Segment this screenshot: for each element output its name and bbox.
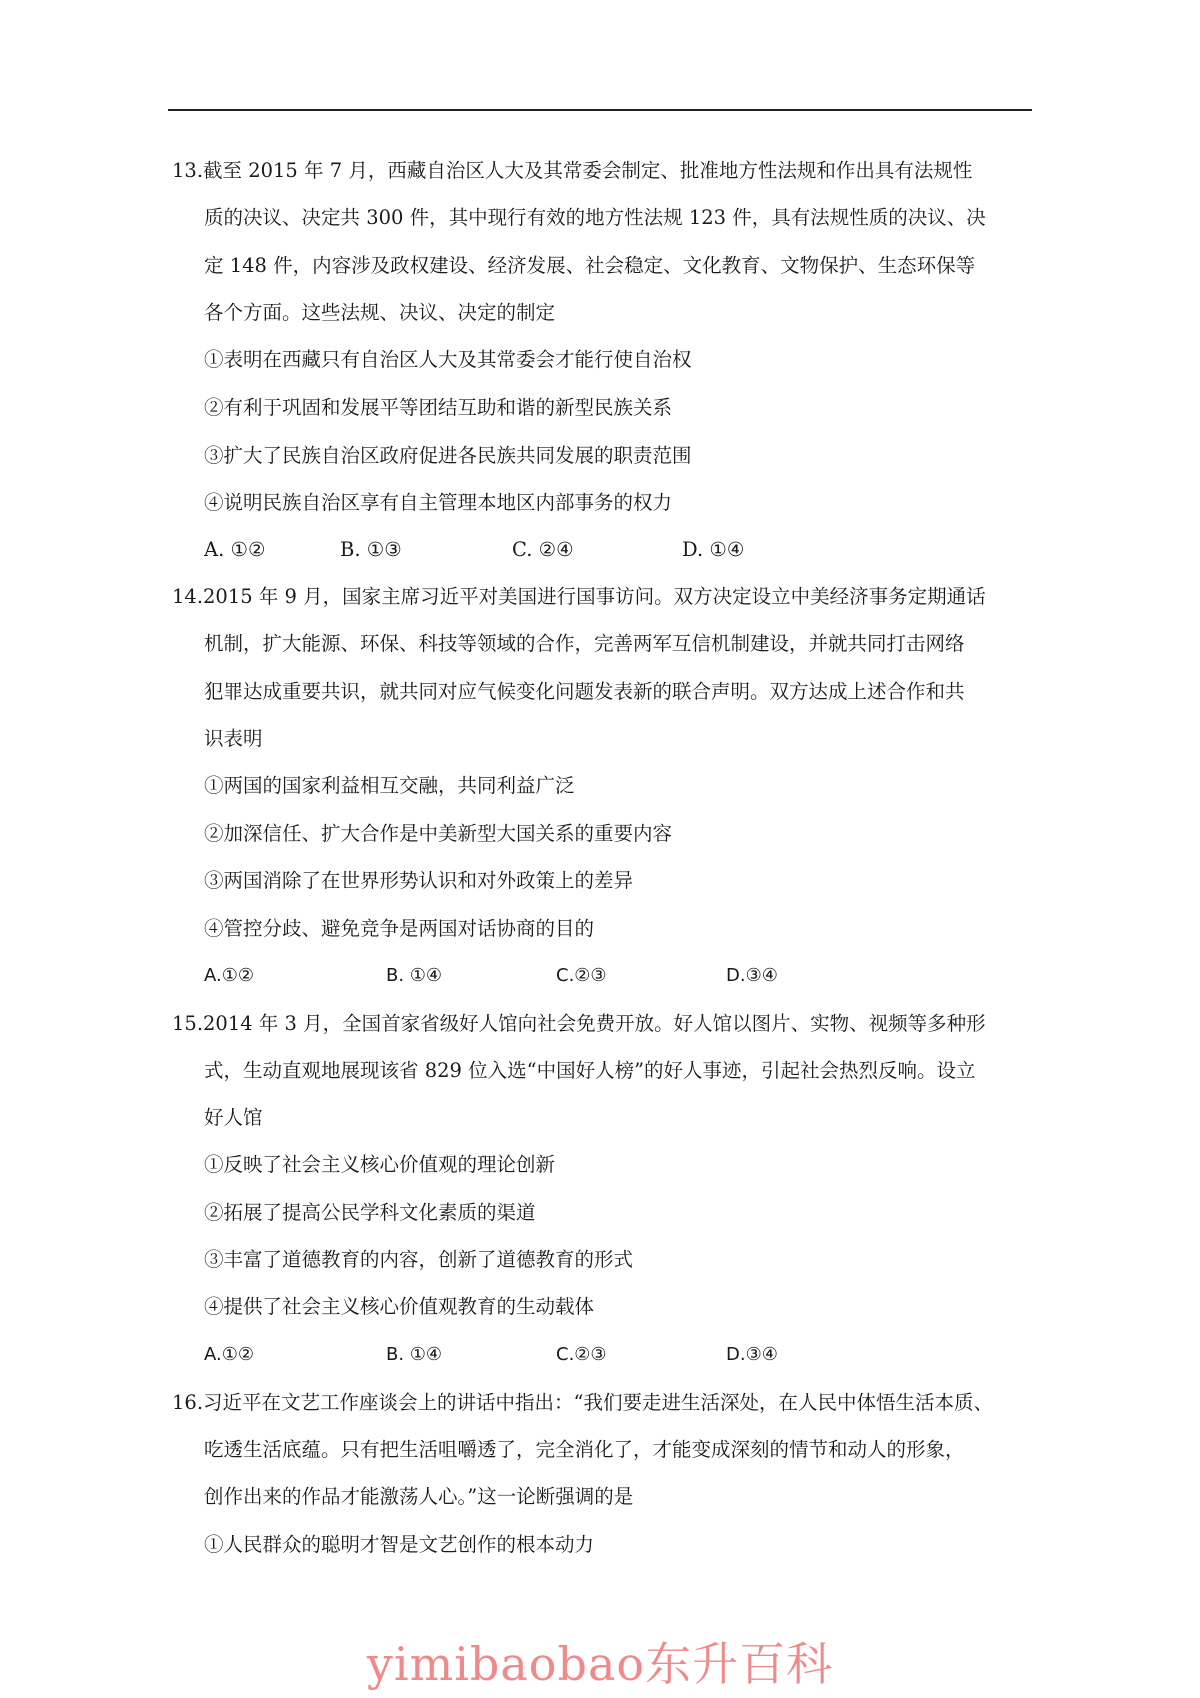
question-13-line-1: 13.截至 2015 年 7 月，西藏自治区人大及其常委会制定、批准地方性法规和作出具有法规性 — [172, 159, 973, 182]
question-15-line-2: 式，生动直观地展现该省 829 位入选“中国好人榜”的好人事迹，引起社会热烈反响。设立 — [204, 1059, 976, 1082]
question-15-choice-2: ②拓展了提高公民学科文化素质的渠道 — [204, 1201, 536, 1224]
question-13-option-c: C. ②④ — [512, 538, 574, 561]
question-13-choice-1: ①表明在西藏只有自治区人大及其常委会才能行使自治权 — [204, 348, 692, 371]
question-13-option-b: B. ①③ — [340, 538, 402, 561]
question-14-line-3: 犯罪达成重要共识，就共同对应气候变化问题发表新的联合声明。双方达成上述合作和共 — [204, 680, 965, 703]
question-14-option-d: D.③④ — [726, 965, 778, 986]
question-13-line-3: 定 148 件，内容涉及政权建设、经济发展、社会稳定、文化教育、文物保护、生态环保等 — [204, 254, 976, 277]
question-14-line-4: 识表明 — [204, 727, 263, 750]
question-15-line-3: 好人馆 — [204, 1106, 263, 1129]
question-15-choice-4: ④提供了社会主义核心价值观教育的生动载体 — [204, 1295, 595, 1318]
question-13-choice-3: ③扩大了民族自治区政府促进各民族共同发展的职责范围 — [204, 444, 692, 467]
question-13-choice-2: ②有利于巩固和发展平等团结互助和谐的新型民族关系 — [204, 396, 673, 419]
question-15-option-d: D.③④ — [726, 1344, 778, 1365]
watermark: yimibaobao东升百科 — [366, 1637, 834, 1691]
question-14-option-b: B. ①④ — [386, 965, 443, 986]
question-14-choice-1: ①两国的国家利益相互交融，共同利益广泛 — [204, 774, 575, 797]
question-14-line-1: 14.2015 年 9 月，国家主席习近平对美国进行国事访问。双方决定设立中美经济事务定期通话 — [172, 585, 986, 608]
question-15-choice-1: ①反映了社会主义核心价值观的理论创新 — [204, 1153, 556, 1176]
question-13-choice-4: ④说明民族自治区享有自主管理本地区内部事务的权力 — [204, 491, 673, 514]
question-13-line-4: 各个方面。这些法规、决议、决定的制定 — [204, 301, 556, 324]
header-rule — [168, 109, 1032, 111]
question-16-choice-1: ①人民群众的聪明才智是文艺创作的根本动力 — [204, 1533, 595, 1556]
question-14-line-2: 机制，扩大能源、环保、科技等领域的合作，完善两军互信机制建设，并就共同打击网络 — [204, 632, 965, 655]
question-16-line-2: 吃透生活底蕴。只有把生活咀嚼透了，完全消化了，才能变成深刻的情节和动人的形象， — [204, 1438, 965, 1461]
question-16-line-1: 16.习近平在文艺工作座谈会上的讲话中指出：“我们要走进生活深处，在人民中体悟生活本质、 — [172, 1391, 993, 1414]
question-15-option-a: A.①② — [204, 1344, 254, 1365]
question-14-choice-2: ②加深信任、扩大合作是中美新型大国关系的重要内容 — [204, 822, 673, 845]
question-13-option-d: D. ①④ — [682, 538, 745, 561]
question-15-choice-3: ③丰富了道德教育的内容，创新了道德教育的形式 — [204, 1248, 634, 1271]
question-15-line-1: 15.2014 年 3 月，全国首家省级好人馆向社会免费开放。好人馆以图片、实物、视频等多种形 — [172, 1012, 986, 1035]
question-14-choice-4: ④管控分歧、避免竞争是两国对话协商的目的 — [204, 917, 595, 940]
question-14-choice-3: ③两国消除了在世界形势认识和对外政策上的差异 — [204, 869, 634, 892]
question-16-line-3: 创作出来的作品才能激荡人心。”这一论断强调的是 — [204, 1485, 634, 1508]
question-14-option-a: A.①② — [204, 965, 254, 986]
question-13-option-a: A. ①② — [204, 538, 266, 561]
question-15-option-b: B. ①④ — [386, 1344, 443, 1365]
question-14-option-c: C.②③ — [556, 965, 607, 986]
question-15-option-c: C.②③ — [556, 1344, 607, 1365]
question-13-line-2: 质的决议、决定共 300 件，其中现行有效的地方性法规 123 件，具有法规性质的决议、决 — [204, 206, 986, 229]
